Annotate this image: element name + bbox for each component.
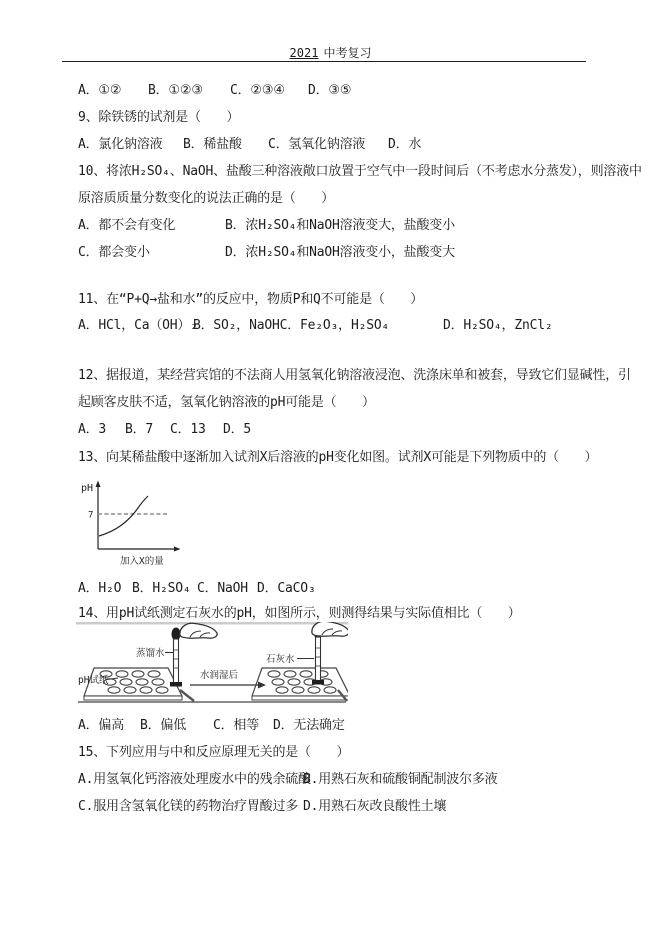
q12-option-d: D．5: [223, 422, 252, 437]
q11-option-bc: B．SO₂，NaOHC．Fe₂O₃，H₂SO₄: [193, 318, 390, 333]
ph-axis-label: pH: [81, 483, 94, 494]
q14-option-a: A．偏高: [78, 718, 125, 733]
q8-options-row: [0, 79, 661, 97]
q9-option-a: A．氯化钠溶液: [78, 137, 163, 152]
q10-options-row-ab: [0, 214, 661, 232]
q9-option-d: D．水: [388, 137, 422, 152]
q14-options-row: [0, 714, 661, 732]
q11-option-d: D．H₂SO₄，ZnCl₂: [443, 318, 553, 333]
q8-option-c: C．②③④: [230, 83, 285, 98]
q10-option-d: D．浓H₂SO₄和NaOH溶液变小，盐酸变大: [225, 245, 455, 260]
q13-options-row: [0, 577, 661, 595]
q9-option-b: B．稀盐酸: [183, 137, 242, 152]
ph-paper-label: pH试纸: [78, 675, 109, 686]
header-divider: [62, 61, 586, 62]
q13-option-b: B．H₂SO₄: [132, 581, 191, 596]
q13-option-d: D．CaCO₃: [257, 581, 316, 596]
q8-option-d: D．③⑤: [308, 83, 352, 98]
ph-paper-experiment: [76, 622, 348, 706]
q9-text: 9、除铁锈的试剂是（ ）: [78, 110, 240, 125]
q10-option-b: B．浓H₂SO₄和NaOH溶液变大，盐酸变小: [225, 218, 455, 233]
q15-option-b: B.用熟石灰和硫酸铜配制波尔多液: [303, 772, 498, 787]
q8-option-a: A．①②: [78, 83, 122, 98]
x-axis-label: 加入X的量: [120, 556, 164, 567]
q12-option-c: C．13: [170, 422, 206, 437]
ph-curve: [99, 496, 148, 536]
q12-option-a: A．3: [78, 422, 107, 437]
q13-ph-chart: [78, 477, 190, 575]
distilled-water-label: 蒸馏水: [136, 648, 165, 659]
left-hand: [180, 623, 217, 638]
q11-options-row: [0, 314, 661, 332]
scan-artifact: [76, 622, 348, 625]
q10-text-line1: 10、将浓H₂SO₄、NaOH、盐酸三种溶液敞口放置于空气中一段时间后（不考虑水分蒸发），则溶液中: [78, 164, 642, 179]
q12-text-line1: 12、据报道，某经营宾馆的不法商人用氢氧化钠溶液浸泡、洗涤床单和被套，导致它们显碱性，引: [78, 368, 631, 383]
wetted-label: 水润湿后: [200, 670, 239, 681]
q10-option-a: A．都不会有变化: [78, 218, 176, 233]
q15-option-a: A.用氢氧化钙溶液处理废水中的残余硫酸: [78, 772, 311, 787]
ph-line-chart: [78, 477, 190, 571]
q10-text-line2: 原溶质质量分数变化的说法正确的是（ ）: [78, 191, 335, 206]
ph7-tick-label: 7: [88, 510, 94, 521]
q15-options-row-cd: [0, 795, 661, 813]
q14-option-c: C．相等: [213, 718, 260, 733]
q10-options-row-cd: [0, 241, 661, 259]
q14-text: 14、用pH试纸测定石灰水的pH，如图所示，则测得结果与实际值相比（ ）: [78, 606, 521, 621]
q14-option-b: B．偏低: [140, 718, 187, 733]
q15-option-d: D.用熟石灰改良酸性土壤: [303, 799, 447, 814]
y-axis-arrow: [96, 481, 101, 488]
q13-option-c: C．NaOH: [197, 581, 248, 596]
q15-options-row-ab: [0, 768, 661, 786]
q15-text: 15、下列应用与中和反应原理无关的是（ ）: [78, 745, 350, 760]
q9-options-row: [0, 133, 661, 151]
q12-option-b: B．7: [125, 422, 154, 437]
q10-option-c: C．都会变小: [78, 245, 150, 260]
header-title: 中考复习: [323, 46, 372, 60]
limewater-label: 石灰水: [266, 654, 295, 665]
q14-option-d: D．无法确定: [273, 718, 345, 733]
q13-option-a: A．H₂O: [78, 581, 122, 596]
right-spot-plate: [252, 668, 348, 700]
q15-option-c: C.服用含氢氧化镁的药物治疗胃酸过多: [78, 799, 299, 814]
q11-text: 11、在“P+Q→盐和水”的反应中，物质P和Q不可能是（ ）: [78, 292, 424, 307]
q8-option-b: B．①②③: [148, 83, 203, 98]
page-header: [0, 44, 661, 61]
q13-text: 13、向某稀盐酸中逐渐加入试剂X后溶液的pH变化如图。试剂X可能是下列物质中的（ ）: [78, 450, 598, 465]
q12-options-row: [0, 418, 661, 436]
q12-text-line2: 起顾客皮肤不适，氢氧化钠溶液的pH可能是（ ）: [78, 395, 375, 410]
q14-experiment-figure: [76, 622, 348, 710]
q11-option-a: A．HCl，Ca（OH）₂: [78, 318, 198, 333]
header-year: 2021: [289, 46, 319, 60]
x-axis-arrow: [174, 547, 181, 552]
q9-option-c: C．氢氧化钠溶液: [268, 137, 366, 152]
